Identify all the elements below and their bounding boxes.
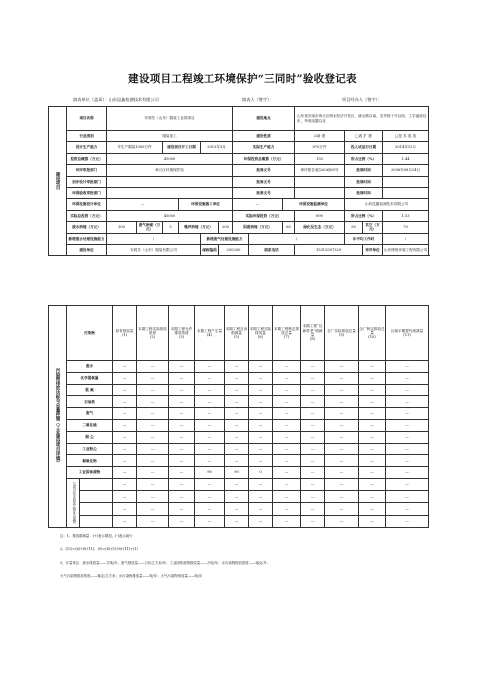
builder-label: 建设单位 — [67, 244, 107, 255]
pollutant-cell: — — [225, 372, 249, 384]
pollutant-cell: — — [169, 408, 195, 420]
pollutant-cell: — — [137, 503, 169, 515]
water-invest-label: 废水治理（万元） — [67, 222, 107, 233]
pollutant-cell: — — [249, 491, 273, 503]
noise-invest-value: 200 — [219, 222, 233, 233]
approval-no-label: 批准文号 — [233, 165, 295, 176]
other-pollutant-name — [80, 478, 113, 490]
approval-time-value: 2006年08月24日 — [383, 165, 429, 176]
table-row — [49, 431, 429, 443]
project-info-table — [48, 106, 429, 256]
pollutant-name: 氮氧化物 — [67, 455, 113, 467]
fill-unit: 填表单位（盖章）：山东昆鑫检测技术有限公司 — [73, 97, 159, 102]
pollutant-table — [48, 305, 429, 528]
pollutant-cell: — — [301, 515, 325, 527]
pollutant-cell: 90 — [195, 467, 225, 479]
pollutant-cell: — — [386, 431, 429, 443]
pollutant-cell: — — [195, 431, 225, 443]
new-gas-value: / — [249, 233, 345, 244]
pollutant-cell: 0 — [249, 467, 273, 479]
table-row — [49, 515, 429, 527]
pollutant-cell: — — [169, 372, 195, 384]
actual-ratio-label: 所占比例（%） — [345, 210, 383, 221]
prelim-dept-value — [107, 176, 233, 187]
nature-expand-checkbox: □改 扩 建 — [345, 131, 383, 142]
eia-dept-value: 章丘区环境保护局 — [107, 165, 233, 176]
industry-label: 行业类别 — [67, 131, 107, 142]
pollutant-cell: — — [359, 361, 386, 373]
table-row — [49, 503, 429, 515]
pollutant-name: 工业粉尘 — [67, 443, 113, 455]
table-row — [49, 419, 429, 431]
start-date-value: 2013年3月 — [201, 142, 233, 153]
pollutant-cell: — — [325, 443, 359, 455]
pollutant-cell: — — [301, 491, 325, 503]
pollutant-cell: — — [225, 515, 249, 527]
trial-date-value: 2014年12月 — [383, 142, 429, 153]
solid-invest-value: 65 — [283, 222, 295, 233]
fill-person: 填表人（签字）： — [242, 97, 274, 102]
env-invest-value: 150 — [295, 153, 345, 164]
prelim-time-label: 批准时间 — [345, 176, 383, 187]
pollutant-cell: — — [225, 491, 249, 503]
pollutant-cell: — — [113, 431, 137, 443]
pollutant-cell: — — [273, 396, 301, 408]
pollutant-cell: — — [273, 372, 301, 384]
table-row — [49, 408, 429, 420]
pollutant-cell: — — [359, 431, 386, 443]
prelim-dept-label: 初步设计审批部门 — [67, 176, 107, 187]
pollutant-cell: — — [137, 408, 169, 420]
pollutant-cell: — — [249, 396, 273, 408]
other-pollutant-label: 与项目有关的其它特征污染物 — [67, 478, 80, 527]
fac-build-value: — — [233, 199, 283, 210]
pollutant-cell: — — [359, 515, 386, 527]
pollutant-cell: — — [113, 408, 137, 420]
pollutant-cell: — — [113, 361, 137, 373]
pollutant-cell: — — [273, 431, 301, 443]
approval-time-label: 批准时间 — [345, 165, 383, 176]
pollutant-cell: — — [386, 467, 429, 479]
postcode-value: 250200 — [219, 244, 249, 255]
pollutant-cell: — — [195, 419, 225, 431]
pollutant-cell: — — [113, 372, 137, 384]
section-project-label: 建设项目 — [49, 107, 67, 256]
pollutant-cell: — — [325, 478, 359, 490]
pollutant-cell: — — [359, 491, 386, 503]
pollutant-cell: — — [169, 515, 195, 527]
pollutant-cell: — — [325, 372, 359, 384]
page-title: 建设项目工程竣工环境保护“三同时”验收登记表 — [128, 73, 357, 85]
check-dept-value — [107, 187, 233, 198]
new-water-label: 新增废水处理设施能力 — [67, 233, 107, 244]
noise-invest-label: 噪声治理（万元） — [179, 222, 219, 233]
pollutant-cell: — — [249, 431, 273, 443]
pollutant-cell: — — [169, 361, 195, 373]
fill-manager: 项目经办人（签字）： — [342, 97, 382, 102]
check-time-label: 批准时间 — [345, 187, 383, 198]
pollutant-cell: — — [325, 515, 359, 527]
pollutant-cell: — — [386, 408, 429, 420]
pollutant-cell: — — [325, 503, 359, 515]
pollutant-cell: — — [169, 396, 195, 408]
pollutant-cell: — — [301, 443, 325, 455]
pollutant-cell: — — [386, 419, 429, 431]
pollutant-cell: — — [195, 478, 225, 490]
approval-no-value: 章环报告表[2006]65号 — [295, 165, 345, 176]
builder-value: 安莉芳（山东）服装有限公司 — [107, 244, 201, 255]
pollutant-cell: — — [249, 361, 273, 373]
pollutant-name: 废水 — [67, 361, 113, 373]
pollutant-name: 二氧化硫 — [67, 419, 113, 431]
pollutant-cell: — — [386, 455, 429, 467]
pollutant-cell: — — [325, 408, 359, 420]
pollutant-cell: — — [113, 491, 137, 503]
pollutant-cell: — — [273, 515, 301, 527]
table-row — [49, 372, 429, 384]
pollutant-cell: — — [113, 443, 137, 455]
pollutant-cell: — — [249, 408, 273, 420]
pollutant-cell: — — [249, 384, 273, 396]
pollutant-cell: — — [386, 515, 429, 527]
pollutant-cell: — — [273, 503, 301, 515]
footnote: 2、(12)=(6)-(8)-(11)，(9)=(4)-(5)-(8)-(11)+(1) — [60, 547, 138, 551]
other-invest-label: 其它（万元） — [363, 222, 383, 233]
start-date-label: 建设项目开工日期 — [163, 142, 201, 153]
pollutant-cell: — — [225, 408, 249, 420]
pollutant-cell: — — [113, 419, 137, 431]
pollutant-cell: — — [301, 361, 325, 373]
pollutant-cell: — — [273, 443, 301, 455]
header-col-10: 全厂核定排放总量 (10) — [359, 306, 386, 361]
header-col-11: 区域平衡替代削减量 (11) — [386, 306, 429, 361]
pollutant-cell: — — [301, 372, 325, 384]
nature-new-checkbox: ☑新 建 — [295, 131, 345, 142]
pollutant-name: 烟 尘 — [67, 431, 113, 443]
header-col-4: 本期工程产生量 (4) — [195, 306, 225, 361]
pollutant-cell: — — [325, 361, 359, 373]
header-col-9: 全厂实际排放总量 (9) — [325, 306, 359, 361]
pollutant-cell: — — [169, 491, 195, 503]
pollutant-cell: — — [273, 408, 301, 420]
phone-label: 联系电话 — [249, 244, 295, 255]
pollutant-cell: — — [301, 478, 325, 490]
design-capacity-label: 设计生产能力 — [67, 142, 107, 153]
trial-date-label: 投入试运行日期 — [345, 142, 383, 153]
total-invest-value: 45000 — [107, 153, 233, 164]
header-col-2: 本期工程实际排放浓度 (2) — [137, 306, 169, 361]
pollutant-name: 化学需氧量 — [67, 372, 113, 384]
location-label: 建设地点 — [233, 107, 295, 131]
pollutant-cell: — — [301, 384, 325, 396]
pollutant-cell: — — [325, 396, 359, 408]
pollutant-cell: — — [301, 455, 325, 467]
pollutant-cell: — — [169, 455, 195, 467]
project-name-value: 安莉芳（山东）服装工业园项目 — [107, 107, 233, 131]
pollutant-cell: — — [359, 467, 386, 479]
nature-label: 建设性质 — [233, 131, 295, 142]
header-col-8: 本期工程“以新带老”削减量 (8) — [301, 306, 325, 361]
pollutant-cell: — — [113, 396, 137, 408]
eia-unit-label: 环评单位 — [363, 244, 383, 255]
pollutant-cell: — — [169, 384, 195, 396]
fac-design-label: 环保设施设计单位 — [67, 199, 107, 210]
other-invest-value: 70 — [383, 222, 429, 233]
eia-dept-label: 环评审批部门 — [67, 165, 107, 176]
pollutant-cell: — — [195, 408, 225, 420]
pollutant-cell: — — [325, 431, 359, 443]
header-col-5: 本期工程自身削减量 (5) — [225, 306, 249, 361]
pollutant-cell: — — [359, 408, 386, 420]
actual-env-label: 实际环保投资（万元） — [233, 210, 295, 221]
pollutant-cell: — — [195, 396, 225, 408]
pollutant-cell: — — [113, 478, 137, 490]
prelim-time-value — [383, 176, 429, 187]
other-pollutant-name — [80, 491, 113, 503]
table-row — [49, 396, 429, 408]
pollutant-cell: — — [359, 372, 386, 384]
other-pollutant-name — [80, 503, 113, 515]
section-pollutant-label: 污染物排放达标与总量控制（工业建设项目详填） — [49, 306, 67, 528]
check-no-label: 批准文号 — [233, 187, 295, 198]
pollutant-cell: — — [386, 443, 429, 455]
pollutant-cell: — — [301, 431, 325, 443]
total-invest-label: 投资总概算（万元） — [67, 153, 107, 164]
pollutant-cell: — — [195, 503, 225, 515]
pollutant-name: 工业固体废物 — [67, 467, 113, 479]
pollutant-cell: — — [225, 443, 249, 455]
pollutant-cell: — — [137, 384, 169, 396]
pollutant-cell: — — [113, 455, 137, 467]
green-invest-label: 绿化及生态（万元） — [295, 222, 345, 233]
pollutant-cell: — — [137, 443, 169, 455]
table-row — [49, 478, 429, 490]
gas-invest-label: 废气治理（万元） — [137, 222, 163, 233]
pollutant-cell: — — [195, 384, 225, 396]
pollutant-cell: — — [249, 503, 273, 515]
pollutant-cell: — — [249, 455, 273, 467]
table-row — [49, 455, 429, 467]
pollutant-cell: — — [195, 361, 225, 373]
fac-build-label: 环保设施施工单位 — [179, 199, 233, 210]
pollutant-cell: — — [359, 419, 386, 431]
actual-total-label: 实际总投资（万元） — [67, 210, 107, 221]
gas-invest-value: 5 — [163, 222, 179, 233]
pollutant-cell: — — [113, 467, 137, 479]
check-no-value — [295, 187, 345, 198]
env-invest-label: 环保投资总概算（万元） — [233, 153, 295, 164]
fac-design-value: — — [107, 199, 179, 210]
pollutant-cell: — — [249, 372, 273, 384]
pollutant-cell: — — [225, 455, 249, 467]
pollutant-cell: — — [137, 419, 169, 431]
pollutant-cell: — — [137, 455, 169, 467]
pollutant-cell: — — [225, 384, 249, 396]
pollutant-cell: — — [137, 467, 169, 479]
pollutant-cell: — — [225, 396, 249, 408]
pollutant-cell: — — [195, 491, 225, 503]
other-pollutant-name — [80, 515, 113, 527]
pollutant-cell: — — [301, 396, 325, 408]
design-capacity-value: 年生产服装1000万件 — [107, 142, 163, 153]
table-row — [49, 361, 429, 373]
pollutant-cell: — — [325, 419, 359, 431]
table-row — [49, 443, 429, 455]
pollutant-cell: — — [386, 372, 429, 384]
new-water-value: / — [107, 233, 201, 244]
pollutant-cell: — — [273, 491, 301, 503]
pollutant-cell: — — [195, 372, 225, 384]
pollutant-cell: — — [273, 455, 301, 467]
pollutant-cell: — — [359, 384, 386, 396]
pollutant-cell: — — [273, 478, 301, 490]
pollutant-cell: — — [273, 419, 301, 431]
pollutant-cell: — — [386, 361, 429, 373]
pollutant-cell: — — [195, 515, 225, 527]
new-gas-label: 新增废气处理设施能力 — [201, 233, 249, 244]
pollutant-cell: — — [225, 419, 249, 431]
actual-capacity-label: 实际生产能力 — [233, 142, 295, 153]
pollutant-cell: — — [325, 384, 359, 396]
pollutant-cell: — — [359, 443, 386, 455]
pollutant-cell: — — [301, 503, 325, 515]
footnote: 3、计量单位：废水排放量——万吨/年；废气排放量——万标立方米/年；工业固体废物排放量——万吨/年；水污染物排放浓度——毫克/升； — [60, 561, 271, 565]
pollutant-cell: — — [169, 443, 195, 455]
pollutant-cell: — — [113, 503, 137, 515]
pollutant-cell: — — [249, 443, 273, 455]
pollutant-cell: — — [325, 455, 359, 467]
actual-ratio-value: 1.53 — [383, 210, 429, 221]
pollutant-cell: — — [273, 467, 301, 479]
pollutant-cell: — — [386, 478, 429, 490]
check-dept-label: 环保验收审批部门 — [67, 187, 107, 198]
footnote: 大气污染物排放浓度——毫克/立方米；水污染物排放量——吨/年；大气污染物排放量——吨/年 — [60, 574, 203, 578]
pollutant-cell: — — [301, 408, 325, 420]
pollutant-cell: — — [113, 515, 137, 527]
water-invest-value: 300 — [107, 222, 137, 233]
postcode-label: 邮政编码 — [201, 244, 219, 255]
pollutant-cell: — — [195, 443, 225, 455]
pollutant-cell: — — [249, 419, 273, 431]
check-time-value — [383, 187, 429, 198]
pollutant-name: 石油类 — [67, 396, 113, 408]
monitor-value: 山东昆鑫检测技术有限公司 — [345, 199, 429, 210]
header-col-7: 本期工程核定排放总量 (7) — [273, 306, 301, 361]
header-col-3: 本期工程允许排放浓度 (3) — [169, 306, 195, 361]
pollutant-name: 氨 氮 — [67, 384, 113, 396]
solid-invest-label: 固废治理（万元） — [233, 222, 283, 233]
phone-value: 15315597329 — [295, 244, 363, 255]
pollutant-cell: — — [249, 515, 273, 527]
pollutant-cell: — — [137, 396, 169, 408]
pollutant-cell: — — [249, 478, 273, 490]
pollutant-cell: — — [301, 467, 325, 479]
work-hours-label: 年平均工作时 — [345, 233, 383, 244]
header-col-1: 原有排放量 (1) — [113, 306, 137, 361]
pollutant-cell: — — [273, 361, 301, 373]
pollutant-cell: — — [137, 515, 169, 527]
ratio-value: 1.44 — [383, 153, 429, 164]
pollutant-cell: — — [195, 455, 225, 467]
pollutant-cell: — — [273, 384, 301, 396]
footnote: 注：1、排放增减量：(+)表示增加，(-)表示减少 — [60, 534, 133, 538]
pollutant-cell: — — [137, 361, 169, 373]
work-hours-value: / — [383, 233, 429, 244]
pollutant-cell: — — [137, 491, 169, 503]
pollutant-cell: — — [359, 478, 386, 490]
pollutant-cell: — — [359, 396, 386, 408]
pollutant-cell: — — [169, 467, 195, 479]
pollutant-cell: — — [137, 372, 169, 384]
pollutant-cell: — — [359, 503, 386, 515]
pollutant-cell: — — [113, 384, 137, 396]
pollutant-cell: — — [169, 478, 195, 490]
ratio-label: 所占比例（%） — [345, 153, 383, 164]
actual-env-value: 690 — [295, 210, 345, 221]
table-row — [49, 467, 429, 479]
pollutant-cell: — — [386, 396, 429, 408]
actual-total-value: 45000 — [107, 210, 233, 221]
prelim-no-label: 批准文号 — [233, 176, 295, 187]
actual-capacity-value: 870万件 — [295, 142, 345, 153]
pollutant-cell: — — [225, 478, 249, 490]
monitor-label: 环保设施监测单位 — [283, 199, 345, 210]
pollutant-cell: — — [325, 467, 359, 479]
header-pollutant: 污染物 — [67, 306, 113, 361]
table-row — [49, 384, 429, 396]
pollutant-cell: — — [169, 419, 195, 431]
pollutant-cell: — — [386, 384, 429, 396]
pollutant-cell: — — [225, 361, 249, 373]
industry-value: 服装加工 — [107, 131, 233, 142]
pollutant-cell: — — [137, 478, 169, 490]
pollutant-cell: 90 — [225, 467, 249, 479]
table-row — [49, 491, 429, 503]
header-col-6: 本期工程实际排放量 (6) — [249, 306, 273, 361]
pollutant-cell: — — [325, 491, 359, 503]
pollutant-cell: — — [225, 431, 249, 443]
eia-unit-value: 山东博苑环境工程有限公司 — [383, 244, 429, 255]
pollutant-cell: — — [386, 491, 429, 503]
location-value: 山东省济南市章丘区明水经济开发区，唐山路以南，龙华园十号以西，工学福府以东，华成电器以北 — [295, 107, 429, 131]
pollutant-name: 废气 — [67, 408, 113, 420]
pollutant-cell: — — [225, 503, 249, 515]
pollutant-cell: — — [137, 431, 169, 443]
pollutant-cell: — — [359, 455, 386, 467]
pollutant-cell: — — [169, 503, 195, 515]
pollutant-cell: — — [301, 419, 325, 431]
project-name-label: 项目名称 — [67, 107, 107, 131]
pollutant-cell: — — [169, 431, 195, 443]
nature-tech-checkbox: □技 术 改 造 — [383, 131, 429, 142]
prelim-no-value — [295, 176, 345, 187]
green-invest-value: 50 — [345, 222, 363, 233]
pollutant-cell: — — [386, 503, 429, 515]
